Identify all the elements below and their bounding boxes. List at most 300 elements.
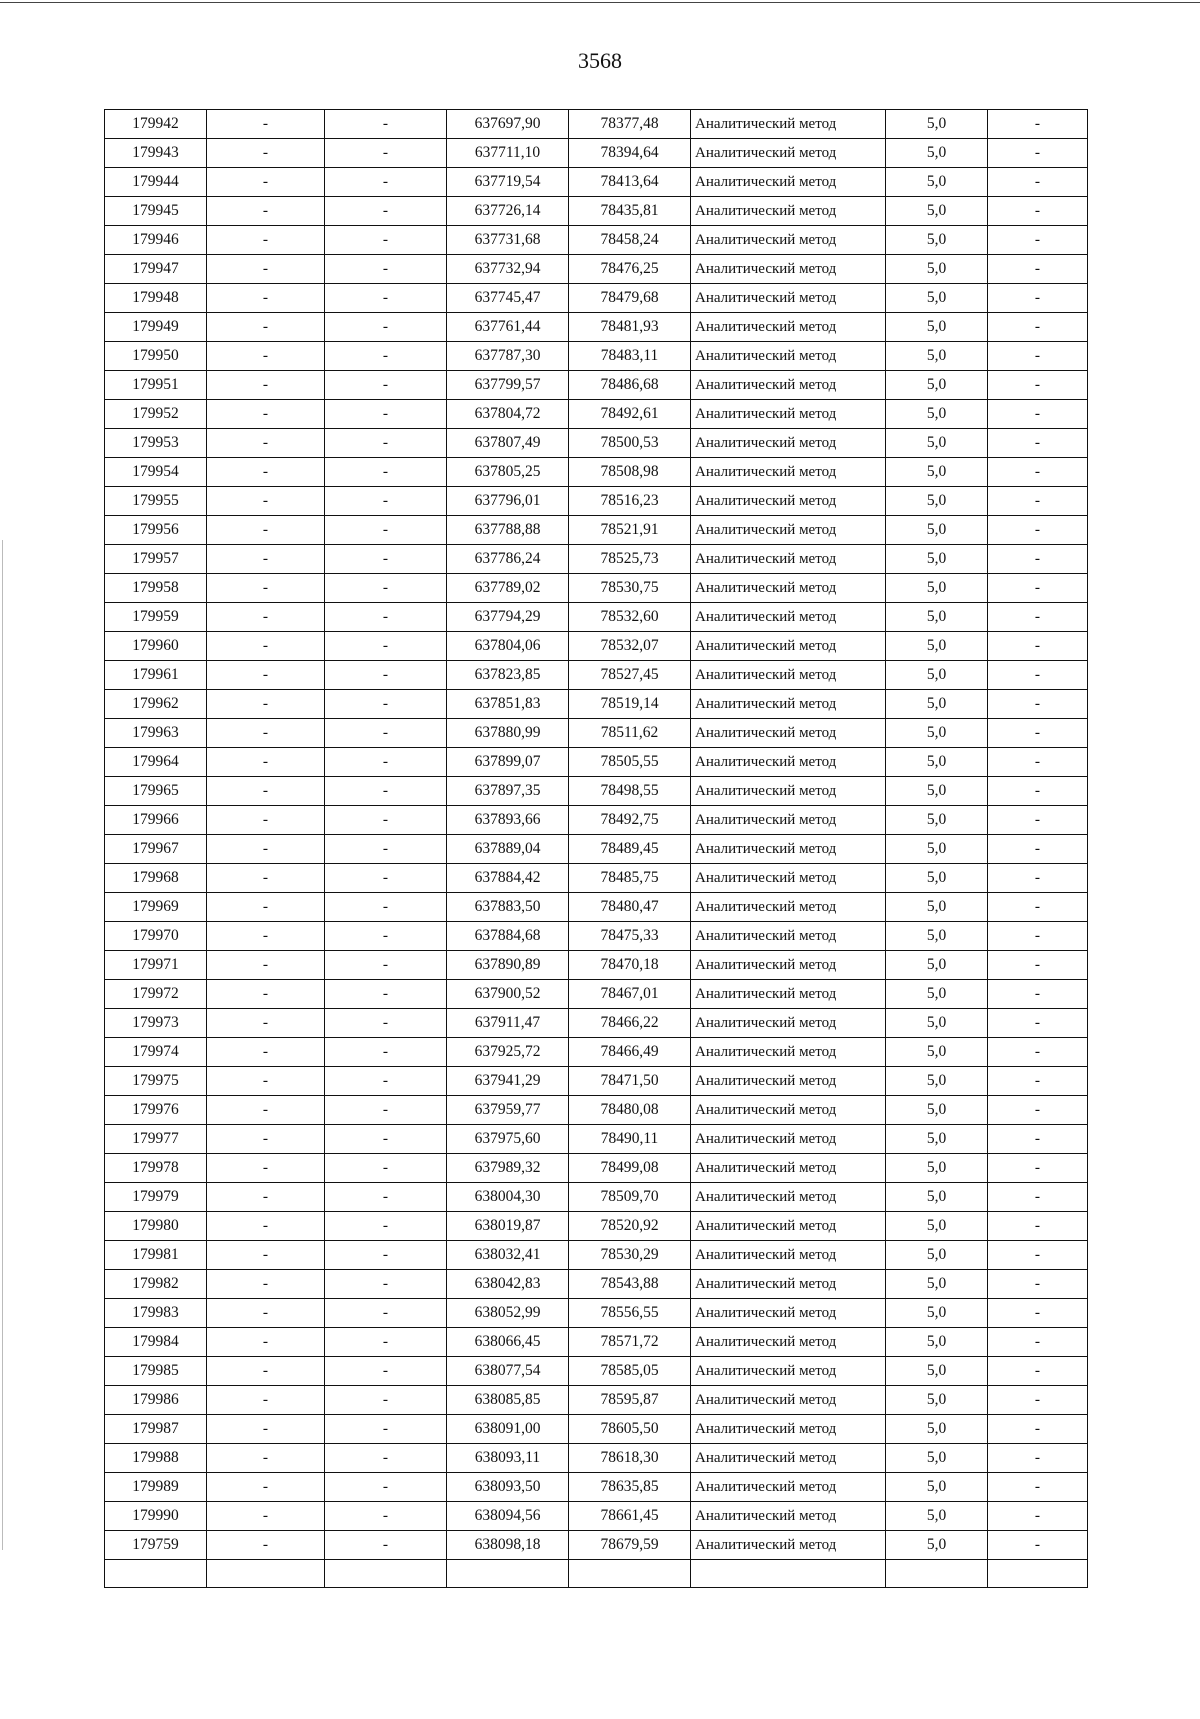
empty-cell — [105, 1560, 207, 1588]
method-cell: Аналитический метод — [691, 893, 886, 922]
point-id-cell: 179951 — [105, 371, 207, 400]
description-cell: - — [988, 893, 1088, 922]
point-id-cell: 179973 — [105, 1009, 207, 1038]
empty-x-cell: - — [207, 545, 325, 574]
method-cell: Аналитический метод — [691, 1241, 886, 1270]
method-cell: Аналитический метод — [691, 313, 886, 342]
x-coord-cell: 637959,77 — [447, 1096, 569, 1125]
y-coord-cell: 78509,70 — [569, 1183, 691, 1212]
method-cell: Аналитический метод — [691, 400, 886, 429]
empty-x-cell: - — [207, 1183, 325, 1212]
empty-y-cell: - — [325, 371, 447, 400]
empty-x-cell: - — [207, 168, 325, 197]
method-cell: Аналитический метод — [691, 777, 886, 806]
description-cell: - — [988, 1212, 1088, 1241]
description-cell: - — [988, 1154, 1088, 1183]
y-coord-cell: 78490,11 — [569, 1125, 691, 1154]
x-coord-cell: 638004,30 — [447, 1183, 569, 1212]
accuracy-cell: 5,0 — [886, 719, 988, 748]
y-coord-cell: 78466,49 — [569, 1038, 691, 1067]
point-id-cell: 179955 — [105, 487, 207, 516]
empty-x-cell: - — [207, 1096, 325, 1125]
table-row — [105, 284, 1088, 313]
point-id-cell: 179985 — [105, 1357, 207, 1386]
empty-cell — [569, 1560, 691, 1588]
method-cell: Аналитический метод — [691, 458, 886, 487]
empty-y-cell: - — [325, 574, 447, 603]
y-coord-cell: 78508,98 — [569, 458, 691, 487]
empty-y-cell: - — [325, 1096, 447, 1125]
coordinates-table — [104, 109, 1088, 1588]
y-coord-cell: 78516,23 — [569, 487, 691, 516]
accuracy-cell: 5,0 — [886, 1357, 988, 1386]
x-coord-cell: 637925,72 — [447, 1038, 569, 1067]
method-cell: Аналитический метод — [691, 1502, 886, 1531]
y-coord-cell: 78483,11 — [569, 342, 691, 371]
table-row — [105, 951, 1088, 980]
accuracy-cell: 5,0 — [886, 1328, 988, 1357]
point-id-cell: 179963 — [105, 719, 207, 748]
accuracy-cell: 5,0 — [886, 574, 988, 603]
y-coord-cell: 78525,73 — [569, 545, 691, 574]
point-id-cell: 179957 — [105, 545, 207, 574]
y-coord-cell: 78585,05 — [569, 1357, 691, 1386]
empty-y-cell: - — [325, 342, 447, 371]
description-cell: - — [988, 1183, 1088, 1212]
table-row — [105, 1038, 1088, 1067]
y-coord-cell: 78486,68 — [569, 371, 691, 400]
empty-x-cell: - — [207, 806, 325, 835]
description-cell: - — [988, 110, 1088, 139]
x-coord-cell: 637794,29 — [447, 603, 569, 632]
point-id-cell: 179960 — [105, 632, 207, 661]
method-cell: Аналитический метод — [691, 342, 886, 371]
method-cell: Аналитический метод — [691, 661, 886, 690]
y-coord-cell: 78571,72 — [569, 1328, 691, 1357]
x-coord-cell: 638019,87 — [447, 1212, 569, 1241]
description-cell: - — [988, 1038, 1088, 1067]
empty-x-cell: - — [207, 951, 325, 980]
method-cell: Аналитический метод — [691, 864, 886, 893]
table-row — [105, 603, 1088, 632]
point-id-cell: 179965 — [105, 777, 207, 806]
point-id-cell: 179950 — [105, 342, 207, 371]
x-coord-cell: 637884,42 — [447, 864, 569, 893]
x-coord-cell: 637823,85 — [447, 661, 569, 690]
empty-y-cell: - — [325, 516, 447, 545]
table-row — [105, 168, 1088, 197]
table-row — [105, 1183, 1088, 1212]
empty-x-cell: - — [207, 1299, 325, 1328]
empty-x-cell: - — [207, 1067, 325, 1096]
point-id-cell: 179952 — [105, 400, 207, 429]
accuracy-cell: 5,0 — [886, 1154, 988, 1183]
y-coord-cell: 78485,75 — [569, 864, 691, 893]
empty-x-cell: - — [207, 1473, 325, 1502]
x-coord-cell: 637807,49 — [447, 429, 569, 458]
x-coord-cell: 637890,89 — [447, 951, 569, 980]
point-id-cell: 179943 — [105, 139, 207, 168]
accuracy-cell: 5,0 — [886, 1386, 988, 1415]
x-coord-cell: 638042,83 — [447, 1270, 569, 1299]
empty-y-cell: - — [325, 1415, 447, 1444]
method-cell: Аналитический метод — [691, 1038, 886, 1067]
table-row — [105, 371, 1088, 400]
method-cell: Аналитический метод — [691, 951, 886, 980]
empty-cell — [691, 1560, 886, 1588]
accuracy-cell: 5,0 — [886, 835, 988, 864]
description-cell: - — [988, 1067, 1088, 1096]
table-row — [105, 806, 1088, 835]
accuracy-cell: 5,0 — [886, 400, 988, 429]
empty-y-cell: - — [325, 1154, 447, 1183]
point-id-cell: 179989 — [105, 1473, 207, 1502]
table-row — [105, 1067, 1088, 1096]
table-row — [105, 545, 1088, 574]
description-cell: - — [988, 1357, 1088, 1386]
y-coord-cell: 78413,64 — [569, 168, 691, 197]
empty-x-cell: - — [207, 284, 325, 313]
x-coord-cell: 637732,94 — [447, 255, 569, 284]
empty-x-cell: - — [207, 313, 325, 342]
accuracy-cell: 5,0 — [886, 1299, 988, 1328]
point-id-cell: 179947 — [105, 255, 207, 284]
accuracy-cell: 5,0 — [886, 1183, 988, 1212]
y-coord-cell: 78595,87 — [569, 1386, 691, 1415]
method-cell: Аналитический метод — [691, 284, 886, 313]
accuracy-cell: 5,0 — [886, 951, 988, 980]
x-coord-cell: 638093,11 — [447, 1444, 569, 1473]
description-cell: - — [988, 1415, 1088, 1444]
description-cell: - — [988, 429, 1088, 458]
description-cell: - — [988, 1125, 1088, 1154]
empty-y-cell: - — [325, 1183, 447, 1212]
empty-y-cell: - — [325, 1212, 447, 1241]
x-coord-cell: 637884,68 — [447, 922, 569, 951]
empty-x-cell: - — [207, 661, 325, 690]
empty-x-cell: - — [207, 574, 325, 603]
empty-x-cell: - — [207, 1270, 325, 1299]
accuracy-cell: 5,0 — [886, 806, 988, 835]
accuracy-cell: 5,0 — [886, 516, 988, 545]
y-coord-cell: 78499,08 — [569, 1154, 691, 1183]
point-id-cell: 179970 — [105, 922, 207, 951]
empty-y-cell: - — [325, 1444, 447, 1473]
empty-y-cell: - — [325, 110, 447, 139]
accuracy-cell: 5,0 — [886, 1125, 988, 1154]
accuracy-cell: 5,0 — [886, 197, 988, 226]
point-id-cell: 179968 — [105, 864, 207, 893]
x-coord-cell: 638093,50 — [447, 1473, 569, 1502]
empty-y-cell: - — [325, 1299, 447, 1328]
empty-x-cell: - — [207, 1125, 325, 1154]
empty-x-cell: - — [207, 893, 325, 922]
x-coord-cell: 637789,02 — [447, 574, 569, 603]
method-cell: Аналитический метод — [691, 1328, 886, 1357]
method-cell: Аналитический метод — [691, 516, 886, 545]
method-cell: Аналитический метод — [691, 574, 886, 603]
table-row — [105, 1096, 1088, 1125]
y-coord-cell: 78661,45 — [569, 1502, 691, 1531]
x-coord-cell: 637796,01 — [447, 487, 569, 516]
method-cell: Аналитический метод — [691, 371, 886, 400]
x-coord-cell: 637788,88 — [447, 516, 569, 545]
x-coord-cell: 637761,44 — [447, 313, 569, 342]
method-cell: Аналитический метод — [691, 632, 886, 661]
empty-y-cell: - — [325, 1531, 447, 1560]
x-coord-cell: 637697,90 — [447, 110, 569, 139]
point-id-cell: 179971 — [105, 951, 207, 980]
accuracy-cell: 5,0 — [886, 1415, 988, 1444]
method-cell: Аналитический метод — [691, 1096, 886, 1125]
accuracy-cell: 5,0 — [886, 429, 988, 458]
description-cell: - — [988, 342, 1088, 371]
description-cell: - — [988, 1328, 1088, 1357]
description-cell: - — [988, 371, 1088, 400]
y-coord-cell: 78498,55 — [569, 777, 691, 806]
y-coord-cell: 78635,85 — [569, 1473, 691, 1502]
empty-y-cell: - — [325, 168, 447, 197]
accuracy-cell: 5,0 — [886, 1241, 988, 1270]
accuracy-cell: 5,0 — [886, 1212, 988, 1241]
y-coord-cell: 78505,55 — [569, 748, 691, 777]
empty-x-cell: - — [207, 980, 325, 1009]
x-coord-cell: 637787,30 — [447, 342, 569, 371]
method-cell: Аналитический метод — [691, 922, 886, 951]
table-row — [105, 632, 1088, 661]
y-coord-cell: 78532,07 — [569, 632, 691, 661]
y-coord-cell: 78618,30 — [569, 1444, 691, 1473]
x-coord-cell: 637851,83 — [447, 690, 569, 719]
method-cell: Аналитический метод — [691, 1009, 886, 1038]
empty-x-cell: - — [207, 603, 325, 632]
empty-y-cell: - — [325, 1502, 447, 1531]
method-cell: Аналитический метод — [691, 1125, 886, 1154]
empty-table-row — [105, 1560, 1088, 1588]
y-coord-cell: 78476,25 — [569, 255, 691, 284]
x-coord-cell: 637726,14 — [447, 197, 569, 226]
point-id-cell: 179986 — [105, 1386, 207, 1415]
description-cell: - — [988, 458, 1088, 487]
x-coord-cell: 637804,06 — [447, 632, 569, 661]
empty-x-cell: - — [207, 1009, 325, 1038]
point-id-cell: 179979 — [105, 1183, 207, 1212]
table-row — [105, 139, 1088, 168]
empty-x-cell: - — [207, 139, 325, 168]
table-row — [105, 1357, 1088, 1386]
x-coord-cell: 638085,85 — [447, 1386, 569, 1415]
y-coord-cell: 78492,75 — [569, 806, 691, 835]
top-rule — [0, 2, 1200, 3]
point-id-cell: 179977 — [105, 1125, 207, 1154]
accuracy-cell: 5,0 — [886, 1444, 988, 1473]
description-cell: - — [988, 1096, 1088, 1125]
table-row — [105, 1444, 1088, 1473]
table-row — [105, 1328, 1088, 1357]
method-cell: Аналитический метод — [691, 1154, 886, 1183]
empty-y-cell: - — [325, 864, 447, 893]
empty-x-cell: - — [207, 255, 325, 284]
description-cell: - — [988, 690, 1088, 719]
point-id-cell: 179984 — [105, 1328, 207, 1357]
empty-y-cell: - — [325, 951, 447, 980]
empty-x-cell: - — [207, 429, 325, 458]
table-row — [105, 516, 1088, 545]
table-row — [105, 864, 1088, 893]
description-cell: - — [988, 1386, 1088, 1415]
description-cell: - — [988, 980, 1088, 1009]
table-row — [105, 1299, 1088, 1328]
description-cell: - — [988, 922, 1088, 951]
point-id-cell: 179988 — [105, 1444, 207, 1473]
empty-x-cell: - — [207, 226, 325, 255]
empty-y-cell: - — [325, 1067, 447, 1096]
y-coord-cell: 78435,81 — [569, 197, 691, 226]
y-coord-cell: 78532,60 — [569, 603, 691, 632]
point-id-cell: 179956 — [105, 516, 207, 545]
table-row — [105, 1415, 1088, 1444]
empty-x-cell: - — [207, 748, 325, 777]
description-cell: - — [988, 1299, 1088, 1328]
y-coord-cell: 78466,22 — [569, 1009, 691, 1038]
x-coord-cell: 638098,18 — [447, 1531, 569, 1560]
empty-y-cell: - — [325, 1270, 447, 1299]
empty-x-cell: - — [207, 400, 325, 429]
empty-y-cell: - — [325, 777, 447, 806]
description-cell: - — [988, 951, 1088, 980]
description-cell: - — [988, 603, 1088, 632]
table-row — [105, 1125, 1088, 1154]
description-cell: - — [988, 516, 1088, 545]
empty-x-cell: - — [207, 1531, 325, 1560]
empty-y-cell: - — [325, 313, 447, 342]
empty-x-cell: - — [207, 458, 325, 487]
empty-y-cell: - — [325, 197, 447, 226]
point-id-cell: 179981 — [105, 1241, 207, 1270]
point-id-cell: 179983 — [105, 1299, 207, 1328]
empty-x-cell: - — [207, 1154, 325, 1183]
point-id-cell: 179990 — [105, 1502, 207, 1531]
accuracy-cell: 5,0 — [886, 893, 988, 922]
method-cell: Аналитический метод — [691, 139, 886, 168]
empty-y-cell: - — [325, 1038, 447, 1067]
table-row — [105, 719, 1088, 748]
empty-x-cell: - — [207, 1386, 325, 1415]
description-cell: - — [988, 226, 1088, 255]
empty-x-cell: - — [207, 719, 325, 748]
accuracy-cell: 5,0 — [886, 777, 988, 806]
y-coord-cell: 78458,24 — [569, 226, 691, 255]
empty-cell — [886, 1560, 988, 1588]
method-cell: Аналитический метод — [691, 748, 886, 777]
x-coord-cell: 638052,99 — [447, 1299, 569, 1328]
x-coord-cell: 637805,25 — [447, 458, 569, 487]
description-cell: - — [988, 719, 1088, 748]
description-cell: - — [988, 748, 1088, 777]
empty-y-cell: - — [325, 1386, 447, 1415]
x-coord-cell: 637799,57 — [447, 371, 569, 400]
method-cell: Аналитический метод — [691, 1299, 886, 1328]
method-cell: Аналитический метод — [691, 690, 886, 719]
y-coord-cell: 78481,93 — [569, 313, 691, 342]
y-coord-cell: 78467,01 — [569, 980, 691, 1009]
empty-y-cell: - — [325, 429, 447, 458]
empty-y-cell: - — [325, 1125, 447, 1154]
table-body — [105, 110, 1088, 1588]
method-cell: Аналитический метод — [691, 1270, 886, 1299]
empty-cell — [325, 1560, 447, 1588]
table-row — [105, 400, 1088, 429]
accuracy-cell: 5,0 — [886, 458, 988, 487]
y-coord-cell: 78511,62 — [569, 719, 691, 748]
accuracy-cell: 5,0 — [886, 748, 988, 777]
accuracy-cell: 5,0 — [886, 922, 988, 951]
table-row — [105, 661, 1088, 690]
method-cell: Аналитический метод — [691, 980, 886, 1009]
y-coord-cell: 78489,45 — [569, 835, 691, 864]
table-row — [105, 777, 1088, 806]
y-coord-cell: 78530,29 — [569, 1241, 691, 1270]
accuracy-cell: 5,0 — [886, 371, 988, 400]
point-id-cell: 179953 — [105, 429, 207, 458]
table-row — [105, 487, 1088, 516]
left-margin-line — [2, 540, 3, 1550]
description-cell: - — [988, 400, 1088, 429]
empty-y-cell: - — [325, 1473, 447, 1502]
point-id-cell: 179964 — [105, 748, 207, 777]
method-cell: Аналитический метод — [691, 545, 886, 574]
x-coord-cell: 637883,50 — [447, 893, 569, 922]
empty-y-cell: - — [325, 748, 447, 777]
description-cell: - — [988, 139, 1088, 168]
table-row — [105, 690, 1088, 719]
accuracy-cell: 5,0 — [886, 110, 988, 139]
y-coord-cell: 78679,59 — [569, 1531, 691, 1560]
x-coord-cell: 637719,54 — [447, 168, 569, 197]
empty-x-cell: - — [207, 487, 325, 516]
empty-y-cell: - — [325, 545, 447, 574]
x-coord-cell: 637893,66 — [447, 806, 569, 835]
point-id-cell: 179959 — [105, 603, 207, 632]
x-coord-cell: 637975,60 — [447, 1125, 569, 1154]
point-id-cell: 179961 — [105, 661, 207, 690]
empty-y-cell: - — [325, 603, 447, 632]
table-row — [105, 748, 1088, 777]
point-id-cell: 179759 — [105, 1531, 207, 1560]
empty-x-cell: - — [207, 1038, 325, 1067]
method-cell: Аналитический метод — [691, 1067, 886, 1096]
accuracy-cell: 5,0 — [886, 1531, 988, 1560]
method-cell: Аналитический метод — [691, 226, 886, 255]
y-coord-cell: 78605,50 — [569, 1415, 691, 1444]
y-coord-cell: 78556,55 — [569, 1299, 691, 1328]
empty-x-cell: - — [207, 1212, 325, 1241]
x-coord-cell: 637786,24 — [447, 545, 569, 574]
empty-y-cell: - — [325, 487, 447, 516]
empty-x-cell: - — [207, 835, 325, 864]
x-coord-cell: 638066,45 — [447, 1328, 569, 1357]
point-id-cell: 179942 — [105, 110, 207, 139]
empty-x-cell: - — [207, 1328, 325, 1357]
table-row — [105, 1531, 1088, 1560]
point-id-cell: 179969 — [105, 893, 207, 922]
accuracy-cell: 5,0 — [886, 1067, 988, 1096]
description-cell: - — [988, 632, 1088, 661]
method-cell: Аналитический метод — [691, 1357, 886, 1386]
x-coord-cell: 637899,07 — [447, 748, 569, 777]
accuracy-cell: 5,0 — [886, 980, 988, 1009]
empty-y-cell: - — [325, 1241, 447, 1270]
